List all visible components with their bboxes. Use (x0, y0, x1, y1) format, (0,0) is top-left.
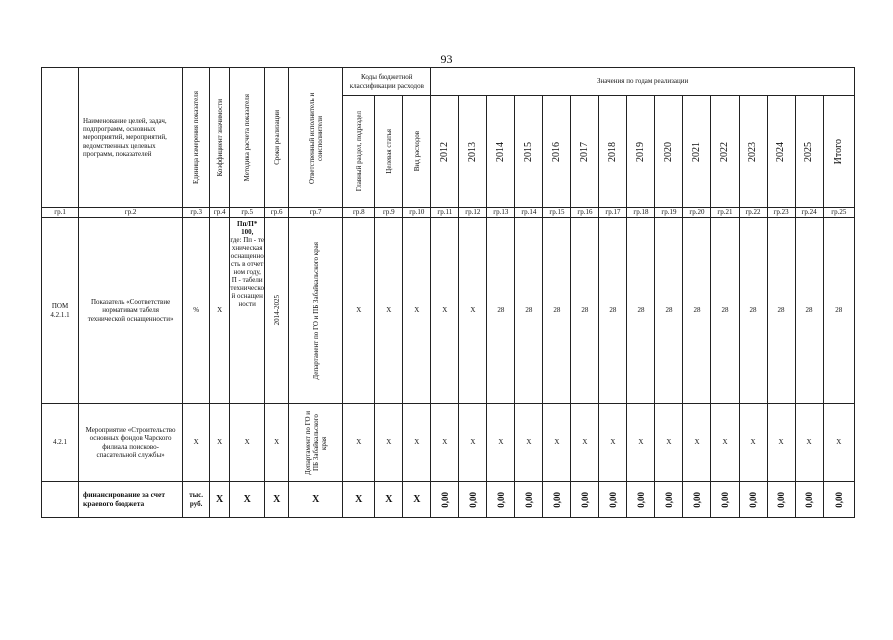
year-value: 0,00 (739, 482, 767, 518)
header-year: 2019 (627, 96, 655, 208)
year-value: 28 (515, 218, 543, 404)
year-value-total: 0,00 (823, 482, 854, 518)
header-expense-type: Вид расходов (403, 96, 431, 208)
column-number: гр.17 (599, 208, 627, 218)
year-value: 28 (543, 218, 571, 404)
year-value: Х (543, 404, 571, 482)
header-values-by-year: Значения по годам реализации (431, 68, 855, 96)
header-method: Методика расчета показателя (230, 68, 265, 208)
row-unit: % (183, 218, 210, 404)
table-row (42, 482, 855, 518)
method-description: где: Пп - техническая оснащенность в отчетном году, П - табели технической оснащенности (230, 236, 265, 309)
header-coef: Коэффициент значимости (210, 68, 230, 208)
year-value: 28 (599, 218, 627, 404)
year-value: Х (515, 404, 543, 482)
year-value: 0,00 (627, 482, 655, 518)
column-number: гр.16 (571, 208, 599, 218)
row-method (230, 218, 265, 404)
column-number: гр.14 (515, 208, 543, 218)
header-name: Наименование целей, задач, подпрограмм, основных мероприятий, мероприятий, ведомственных целевых программ, показателей (79, 68, 183, 208)
row-method: Х (230, 482, 265, 518)
row-term: 2014-2025 (265, 218, 289, 404)
year-value: 0,00 (683, 482, 711, 518)
row-expense-type: Х (403, 404, 431, 482)
header-year: 2015 (515, 96, 543, 208)
header-article: Целевая статья (375, 96, 403, 208)
row-section: Х (343, 218, 375, 404)
header-year: 2013 (459, 96, 487, 208)
row-unit: Х (183, 404, 210, 482)
year-value: Х (795, 404, 823, 482)
header-year-total: Итого (823, 96, 854, 208)
header-executor: Ответственный исполнитель и соисполнители (289, 68, 343, 208)
year-value: 0,00 (599, 482, 627, 518)
column-number: гр.13 (487, 208, 515, 218)
column-number: гр.1 (42, 208, 79, 218)
year-value: Х (627, 404, 655, 482)
header-year: 2025 (795, 96, 823, 208)
header-term: Сроки реализации (265, 68, 289, 208)
column-number: гр.10 (403, 208, 431, 218)
column-number: гр.24 (795, 208, 823, 218)
column-number: гр.15 (543, 208, 571, 218)
row-executor: Х (289, 482, 343, 518)
row-coef: Х (210, 482, 230, 518)
row-expense-type: Х (403, 218, 431, 404)
header-year: 2012 (431, 96, 459, 208)
row-expense-type: Х (403, 482, 431, 518)
year-value: 0,00 (459, 482, 487, 518)
year-value: 0,00 (543, 482, 571, 518)
header-row-top (42, 68, 855, 96)
header-budget-codes: Коды бюджетной классификации расходов (343, 68, 431, 96)
year-value: 0,00 (795, 482, 823, 518)
column-number: гр.22 (739, 208, 767, 218)
row-article: Х (375, 218, 403, 404)
year-value: 28 (655, 218, 683, 404)
method-formula: Пп/П* 100, (237, 220, 258, 237)
year-value: 0,00 (711, 482, 739, 518)
column-number: гр.3 (183, 208, 210, 218)
row-term: Х (265, 482, 289, 518)
row-name: Мероприятие «Строительство основных фондов Чарского филиала поисково-спасательной службы» (79, 404, 183, 482)
column-number: гр.6 (265, 208, 289, 218)
year-value-total: 28 (823, 218, 854, 404)
year-value: 0,00 (767, 482, 795, 518)
row-section: Х (343, 482, 375, 518)
year-value: 0,00 (487, 482, 515, 518)
column-number: гр.7 (289, 208, 343, 218)
row-code: ПОМ 4.2.1.1 (42, 218, 79, 404)
row-unit: тыс. руб. (183, 482, 210, 518)
row-executor: Департамент по ГО и ПБ Забайкальского края (289, 218, 343, 404)
row-name: Показатель «Соответствие нормативам табеля технической оснащенности» (79, 218, 183, 404)
table-row (42, 218, 855, 404)
row-coef: Х (210, 218, 230, 404)
year-value: 28 (487, 218, 515, 404)
year-value: Х (655, 404, 683, 482)
row-coef: Х (210, 404, 230, 482)
header-year: 2016 (543, 96, 571, 208)
column-number: гр.9 (375, 208, 403, 218)
year-value: Х (431, 218, 459, 404)
year-value: Х (487, 404, 515, 482)
header-year: 2014 (487, 96, 515, 208)
year-value: 28 (795, 218, 823, 404)
header-year: 2024 (767, 96, 795, 208)
column-number: гр.2 (79, 208, 183, 218)
page-number: 93 (440, 52, 453, 66)
table-row (42, 404, 855, 482)
year-value: Х (739, 404, 767, 482)
year-value: 28 (683, 218, 711, 404)
row-section: Х (343, 404, 375, 482)
column-number: гр.8 (343, 208, 375, 218)
year-value: Х (599, 404, 627, 482)
year-value: 0,00 (431, 482, 459, 518)
year-value: Х (571, 404, 599, 482)
column-number: гр.11 (431, 208, 459, 218)
column-number: гр.18 (627, 208, 655, 218)
year-value: 28 (711, 218, 739, 404)
column-numbers-row (42, 208, 855, 218)
row-code (42, 482, 79, 518)
year-value: Х (431, 404, 459, 482)
row-term: Х (265, 404, 289, 482)
row-executor: Департамент по ГО и ПБ Забайкальского края (289, 404, 343, 482)
column-number: гр.21 (711, 208, 739, 218)
row-article: Х (375, 482, 403, 518)
header-code (42, 68, 79, 208)
header-year: 2023 (739, 96, 767, 208)
row-code: 4.2.1 (42, 404, 79, 482)
year-value-total: Х (823, 404, 854, 482)
header-year: 2017 (571, 96, 599, 208)
year-value: Х (711, 404, 739, 482)
year-value: Х (683, 404, 711, 482)
header-year: 2021 (683, 96, 711, 208)
row-article: Х (375, 404, 403, 482)
column-number: гр.4 (210, 208, 230, 218)
header-year: 2018 (599, 96, 627, 208)
year-value: 0,00 (655, 482, 683, 518)
year-value: 28 (767, 218, 795, 404)
year-value: Х (767, 404, 795, 482)
row-name: финансирование за счет краевого бюджета (79, 482, 183, 518)
column-number: гр.20 (683, 208, 711, 218)
column-number: гр.23 (767, 208, 795, 218)
year-value: 0,00 (515, 482, 543, 518)
year-value: Х (459, 218, 487, 404)
row-method: Х (230, 404, 265, 482)
column-number: гр.5 (230, 208, 265, 218)
column-number: гр.19 (655, 208, 683, 218)
year-value: 0,00 (571, 482, 599, 518)
year-value: 28 (627, 218, 655, 404)
column-number: гр.12 (459, 208, 487, 218)
year-value: Х (459, 404, 487, 482)
column-number: гр.25 (823, 208, 854, 218)
header-year: 2022 (711, 96, 739, 208)
header-unit: Единица измерения показателя (183, 68, 210, 208)
year-value: 28 (571, 218, 599, 404)
header-section: Главный раздел, подраздел (343, 96, 375, 208)
header-year: 2020 (655, 96, 683, 208)
program-indicators-table (41, 67, 855, 518)
year-value: 28 (739, 218, 767, 404)
